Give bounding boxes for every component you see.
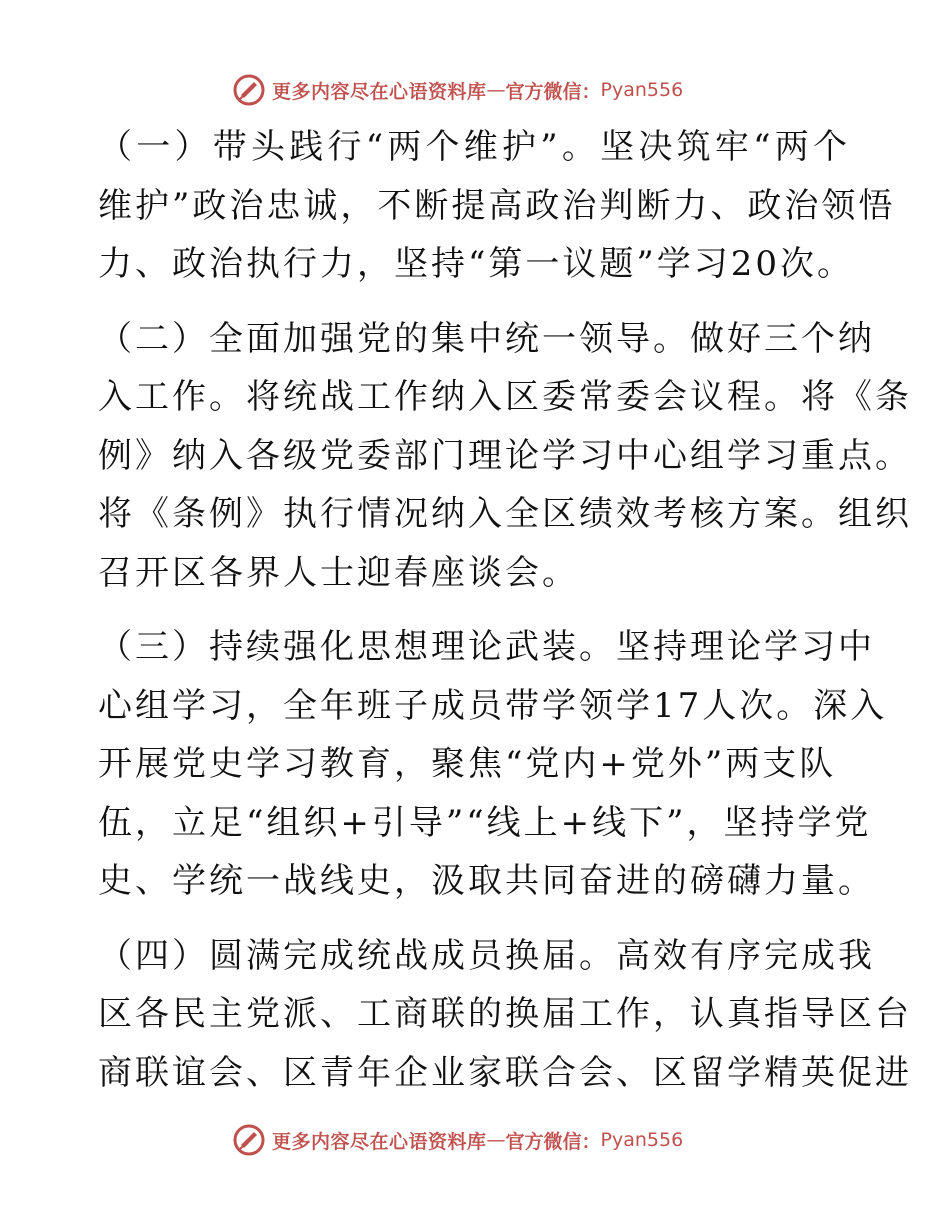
banner-dash: —: [486, 1129, 506, 1151]
text-line: （二）全面加强党的集中统一领导。做好三个纳: [98, 318, 875, 359]
text-line: 商联谊会、区青年企业家联合会、区留学精英促进: [98, 1052, 912, 1093]
banner-wechat-label: 官方微信：: [505, 1130, 601, 1153]
logo-icon: [232, 1123, 266, 1157]
text-line: （一）带头践行“两个维护”。坚决筑牢“两个: [98, 127, 850, 167]
text-line: 开展党史学习教育，聚焦“党内+党外”两支队: [98, 744, 837, 784]
text-line: 力、政治执行力，坚持“第一议题”学习20次。: [98, 244, 855, 284]
text-line: 维护”政治忠诚，不断提高政治判断力、政治领悟: [98, 185, 896, 226]
document-body: [98, 118, 912, 1118]
banner-text: 更多内容尽在心语资料库: [272, 1130, 487, 1153]
footer-watermark-banner: [232, 1120, 683, 1160]
text-line: 将《条例》执行情况纳入全区绩效考核方案。组织: [98, 494, 912, 534]
banner-dash: —: [486, 79, 506, 101]
header-watermark-banner: [232, 70, 683, 110]
logo-icon: [232, 73, 266, 107]
text-line: 召开区各界人士迎春座谈会。: [98, 552, 579, 593]
paragraph-4: [98, 927, 912, 1103]
banner-text: 更多内容尽在心语资料库: [272, 80, 487, 103]
text-line: 史、学统一战线史，汲取共同奋进的磅礴力量。: [98, 861, 875, 901]
banner-wechat-label: 官方微信：: [505, 80, 601, 103]
text-line: 入工作。将统战工作纳入区委常委会议程。将《条: [98, 377, 912, 417]
banner-wechat-id: Pyan556: [600, 79, 684, 101]
paragraph-2: [98, 310, 912, 603]
text-line: 伍，立足“组织+引导”“线上+线下”，坚持学党: [98, 802, 872, 843]
paragraph-3: [98, 618, 888, 911]
text-line: 心组学习，全年班子成员带学领学17人次。深入: [98, 685, 888, 726]
banner-wechat-id: Pyan556: [600, 1129, 684, 1151]
text-line: （四）圆满完成统战成员换届。高效有序完成我: [98, 935, 875, 976]
text-line: 区各民主党派、工商联的换届工作，认真指导区台: [98, 994, 912, 1034]
text-line: （三）持续强化思想理论武装。坚持理论学习中: [98, 627, 875, 667]
paragraph-1: [98, 118, 896, 294]
text-line: 例》纳入各级党委部门理论学习中心组学习重点。: [98, 435, 912, 476]
